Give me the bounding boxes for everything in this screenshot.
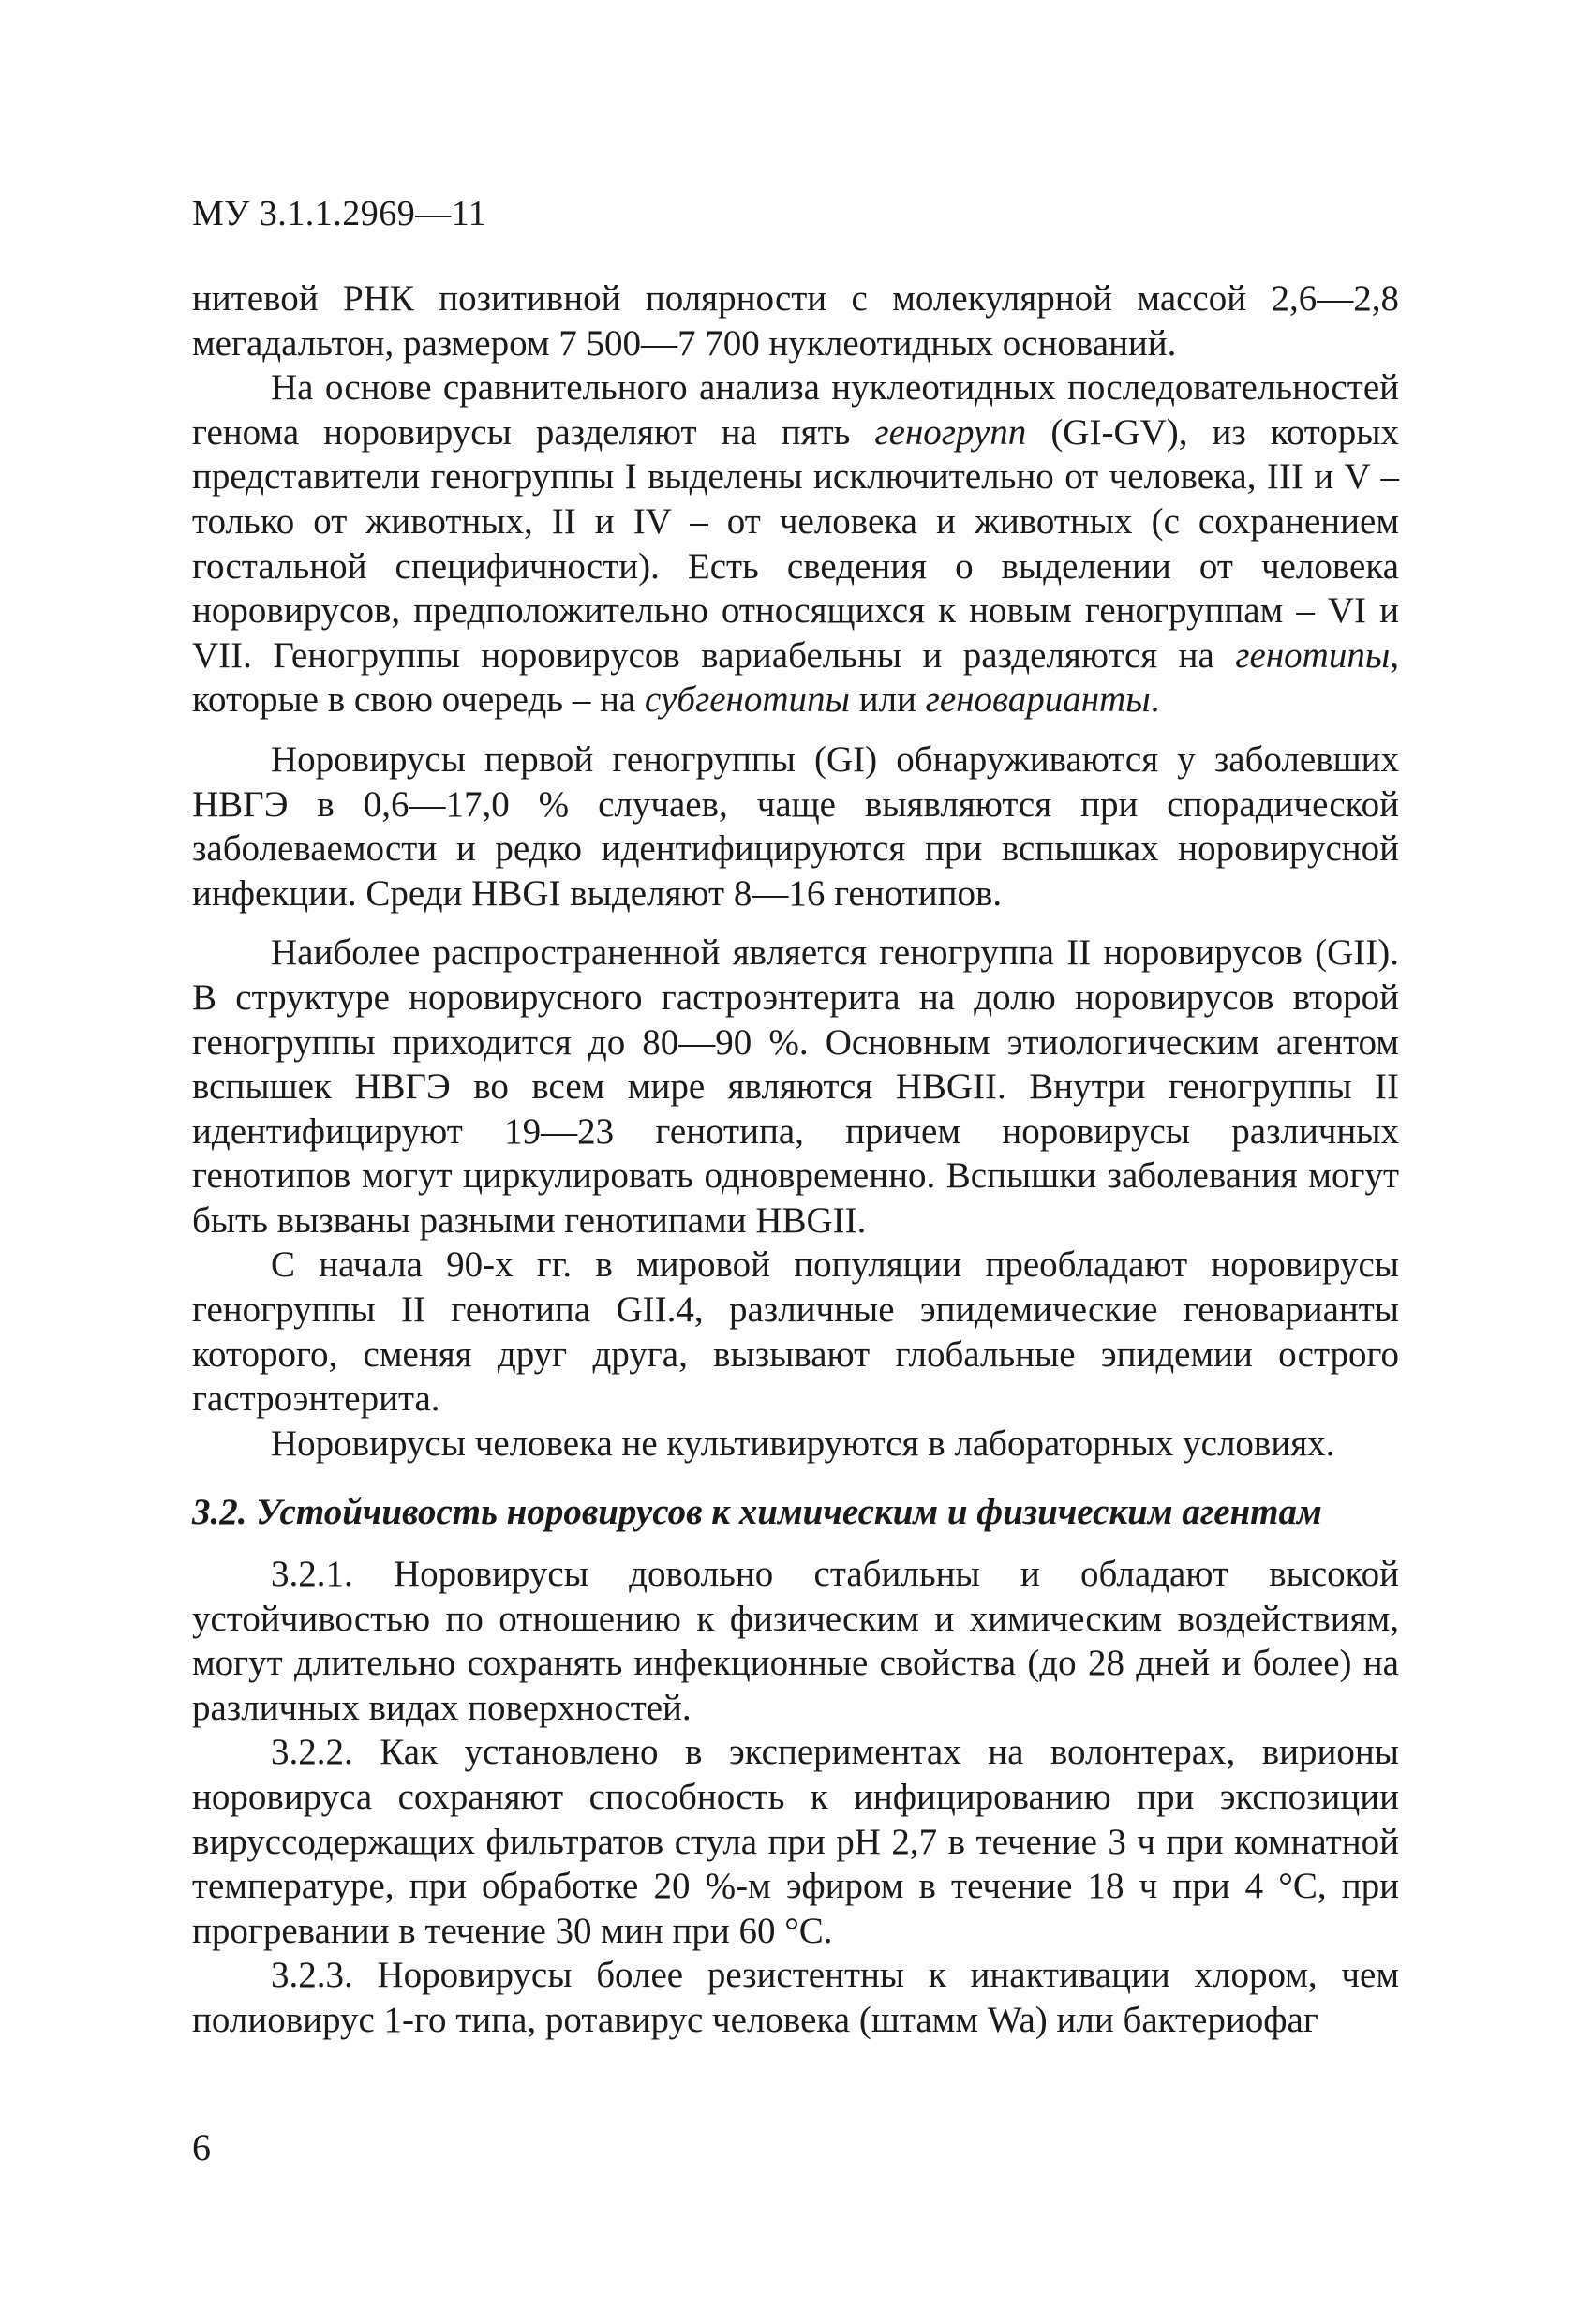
paragraph-genogroups-text-5: . — [1150, 679, 1160, 721]
paragraph-cultivation: Норовирусы человека не культивируются в лабораторных условиях. — [271, 1423, 1335, 1464]
paragraph-3-2-2: 3.2.2. Как установлено в экспериментах на волонтерах, вирионы норовируса сохраняют способность к инфицированию при экспозиции вируссодержащих фильтратов стула при рН 2,7 в течение 3 ч при комнатной температуре, при обработке 20 %-м эфиром в течение 18 ч при 4 °С, при прогревании в течение 30 мин при 60 °С. — [192, 1732, 1399, 1951]
paragraph-genogroups-text-4: или — [849, 679, 926, 721]
paragraph-gii4: С начала 90-х гг. в мировой популяции преобладают норовирусы геногруппы II генотипа GII.4, различные эпидемические геноварианты которого, сменяя друг друга, вызывают глобальные эпидемии острого гастроэнтерита. — [192, 1244, 1399, 1420]
paragraph-rna: нитевой РНК позитивной полярности с молекулярной массой 2,6—2,8 мегадальтон, размером 7 500—7 700 нуклеотидных оснований. — [192, 278, 1399, 364]
paragraph-genogroups-text-2: (GI-GV), из которых представители геногруппы I выделены исключительно от человека, III и V – только от животных, II и IV – от человека и животных (с сохранением гостальной специфичности). Есть сведения о выделении от человека норовирусов, предположительно относящихся к новым геногруппам – VI и VII. Геногруппы норовирусов вариабельны и разделяются на — [192, 411, 1400, 676]
paragraph-genogroups-text-1: На основе сравнительного анализа нуклеотидных последовательностей генома норовирусы разделяют на пять — [192, 367, 1399, 453]
paragraph-3-2-1: 3.2.1. Норовирусы довольно стабильны и обладают высокой устойчивостью по отношению к физическим и химическим воздействиям, могут длительно сохранять инфекционные свойства (до 28 дней и более) на различных видах поверхностей. — [192, 1554, 1399, 1728]
paragraph-3-2-3: 3.2.3. Норовирусы более резистентны к инактивации хлором, чем полиовирус 1-го типа, ротавирус человека (штамм Wa) или бактериофаг — [192, 1955, 1399, 2040]
body-text — [192, 276, 1399, 2043]
term-subgenotypes: субгенотипы — [645, 679, 850, 721]
term-genotypes: генотипы — [1235, 634, 1391, 676]
paragraph-genogroup-2: Наиболее распространенной является геногруппа II норовирусов (GII). В структуре норовирусного гастроэнтерита на долю норовирусов второй геногруппы приходится до 80—90 %. Основным этиологическим агентом вспышек НВГЭ во всем мире являются HBGII. Внутри геногруппы II идентифицируют 19—23 генотипа, причем норовирусы различных генотипов могут циркулировать одновременно. Вспышки заболевания могут быть вызваны разными генотипами HBGII. — [192, 932, 1399, 1241]
paragraph-genogroups-text-3: , которые в свою очередь – на — [192, 634, 1399, 721]
page-number: 6 — [192, 2126, 211, 2168]
section-heading-3-2: 3.2. Устойчивость норовирусов к химическим и физическим агентам — [192, 1492, 1322, 1533]
paragraph-genogroup-1: Норовирусы первой геногруппы (GI) обнаруживаются у заболевших НВГЭ в 0,6—17,0 % случаев, чаще выявляются при спорадической заболеваемости и редко идентифицируются при вспышках норовирусной инфекции. Среди HBGI выделяют 8—16 генотипов. — [192, 738, 1399, 914]
paragraph-genogroups — [192, 365, 1399, 723]
document-code-header: МУ 3.1.1.2969—11 — [192, 194, 487, 233]
term-genogroups: геногрупп — [874, 411, 1027, 453]
term-genovariants: геноварианты — [925, 679, 1151, 721]
